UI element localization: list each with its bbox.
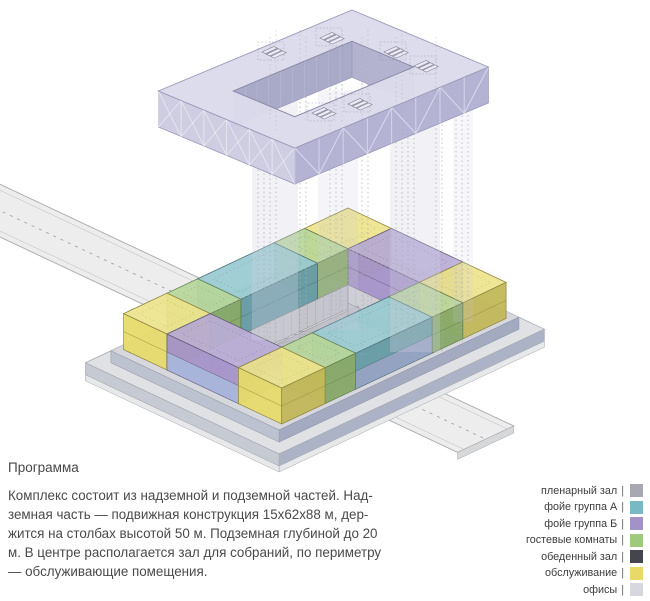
legend-label: офисы	[583, 583, 618, 596]
legend-separator: |	[621, 534, 624, 547]
legend-separator: |	[621, 567, 624, 580]
legend-label: пленарный зал	[541, 484, 618, 497]
legend-item	[545, 567, 643, 581]
legend-item	[544, 501, 643, 515]
legend-label: фойе группа Б	[544, 517, 618, 530]
legend-separator: |	[621, 583, 624, 596]
legend-swatch-guest	[630, 534, 643, 547]
legend-swatch-plenary	[630, 484, 643, 497]
legend-swatch-service	[630, 567, 643, 580]
legend-swatch-foyer_a	[630, 501, 643, 514]
legend-label: обеденный зал	[541, 550, 618, 563]
legend-label: гостевые комнаты	[526, 534, 618, 547]
legend-swatch-offices	[630, 583, 643, 596]
description-line: земная часть — подвижная конструкция 15х62х88 м, дер-	[8, 507, 369, 522]
legend-swatch-dining	[630, 550, 643, 563]
legend-label: фойе группа А	[544, 501, 618, 514]
description-line: — обслуживающие помещения.	[8, 564, 208, 579]
legend-item	[541, 550, 643, 564]
description-line: жится на столбах высотой 50 м. Подземная глубиной до 20	[8, 526, 378, 541]
program-title: Программа	[8, 460, 79, 475]
legend-separator: |	[621, 484, 624, 497]
legend-item	[541, 484, 643, 498]
legend	[526, 484, 643, 597]
legend-label: обслуживание	[545, 567, 618, 580]
program-description	[8, 486, 438, 581]
program-text-block	[8, 459, 438, 581]
description-line: м. В центре располагается зал для собраний, по периметру	[8, 545, 382, 560]
description-line: Комплекс состоит из надземной и подземной частей. Над-	[8, 488, 373, 503]
legend-swatch-foyer_b	[630, 517, 643, 530]
legend-item	[526, 534, 643, 548]
legend-item	[544, 517, 643, 531]
legend-separator: |	[621, 550, 624, 563]
legend-separator: |	[621, 501, 624, 514]
legend-separator: |	[621, 517, 624, 530]
legend-item	[583, 583, 643, 597]
